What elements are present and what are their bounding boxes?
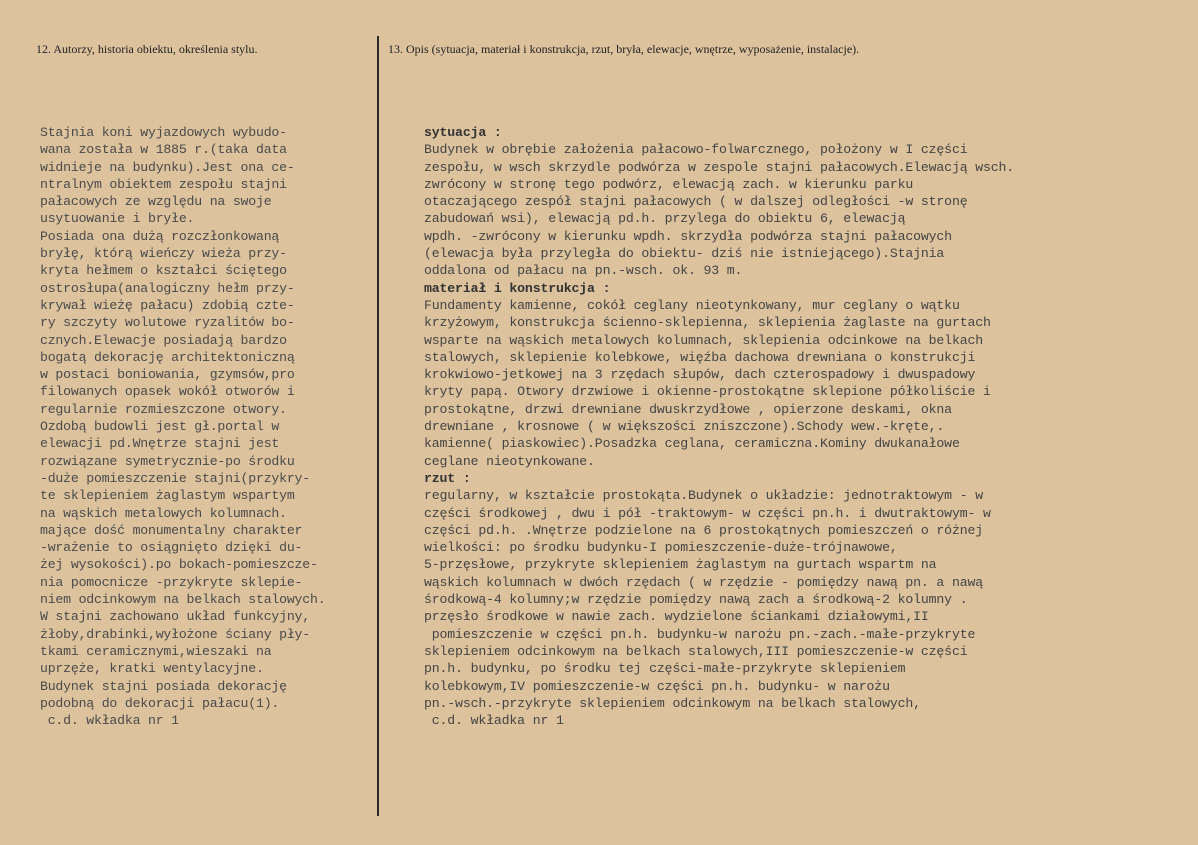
description-line: części pd.h. .Wnętrze podzielone na 6 prostokątnych pomieszczeń o różnej (424, 522, 983, 538)
description-line: części środkowej , dwu i pół -traktowym- w części pn.h. i dwutraktowym- w (424, 505, 991, 521)
description-line: kamienne( piaskowiec).Posadzka ceglana, ceramiczna.Kominy dwukanałowe (424, 436, 960, 452)
history-line: Posiada ona dużą rozczłonkowaną (40, 228, 280, 244)
history-line: ry szczyty wolutowe ryzalitów bo- (40, 315, 295, 331)
history-line: wana została w 1885 r.(taka data (40, 142, 287, 158)
history-line: ntralnym obiektem zespołu stajni (40, 176, 287, 192)
description-line: środkową-4 kolumny;w rzędzie pomiędzy nawą zach a środkową-2 kolumny . (424, 592, 968, 608)
description-line: wpdh. -zwrócony w kierunku wpdh. skrzydła podwórza stajni pałacowych (424, 228, 952, 244)
section-heading: materiał i konstrukcja : (424, 280, 611, 296)
history-line: podobną do dekoracji pałacu(1). (40, 695, 280, 711)
history-line: tkami ceramicznymi,wieszaki na (40, 643, 272, 659)
description-line: przęsło środkowe w nawie zach. wydzielone ściankami działowymi,II (424, 609, 929, 625)
history-line: regularnie rozmieszczone otwory. (40, 401, 287, 417)
history-line: uprzęże, kratki wentylacyjne. (40, 661, 264, 677)
history-line: cznych.Elewacje posiadają bardzo (40, 332, 287, 348)
description-line: kryty papą. Otwory drzwiowe i okienne-prostokątne sklepione półkoliście i (424, 384, 991, 400)
history-line: żłoby,drabinki,wyłożone ściany pły- (40, 626, 310, 642)
description-line: c.d. wkładka nr 1 (424, 713, 564, 729)
history-line: filowanych opasek wokół otworów i (40, 384, 295, 400)
history-line: Budynek stajni posiada dekorację (40, 678, 287, 694)
section-13-header: 13. Opis (sytuacja, materiał i konstrukcja, rzut, bryła, elewacje, wnętrze, wyposażenie, instalacje). (388, 42, 860, 56)
history-line: ostrosłupa(analogiczny hełm przy- (40, 280, 295, 296)
history-text (40, 124, 380, 729)
history-line: c.d. wkładka nr 1 (40, 713, 179, 729)
history-line: na wąskich metalowych kolumnach. (40, 505, 287, 521)
description-line: kolebkowym,IV pomieszczenie-w części pn.h. budynku- w narożu (424, 678, 890, 694)
history-line: kryta hełmem o kształci ściętego (40, 263, 287, 279)
description-line: wsparte na wąskich metalowych kolumnach, sklepienia odcinkowe na belkach (424, 332, 983, 348)
history-line: -duże pomieszczenie stajni(przykry- (40, 470, 310, 486)
description-line: regularny, w kształcie prostokąta.Budynek o układzie: jednotraktowym - w (424, 488, 983, 504)
section-heading: rzut : (424, 470, 471, 486)
description-line: ceglane nieotynkowane. (424, 453, 595, 469)
history-line: widnieje na budynku).Jest ona ce- (40, 159, 295, 175)
description-line: zabudowań wsi), elewacją pd.h. przylega do obiektu 6, elewacją (424, 211, 906, 227)
history-line: elewacji pd.Wnętrze stajni jest (40, 436, 280, 452)
description-text (424, 124, 1164, 729)
description-line: pn.h. budynku, po środku tej części-małe-przykryte sklepieniem (424, 661, 906, 677)
description-line: zespołu, w wsch skrzydle podwórza w zespole stajni pałacowych.Elewacją wsch. (424, 159, 1015, 175)
history-line: krywał wieżę pałacu) zdobią czte- (40, 297, 295, 313)
history-line: w postaci boniowania, gzymsów,pro (40, 367, 295, 383)
history-line: usytuowanie i bryłe. (40, 211, 195, 227)
history-line: mające dość monumentalny charakter (40, 522, 303, 538)
description-line: (elewacja była przyległa do obiektu- dziś nie istniejącego).Stajnia (424, 246, 945, 262)
history-line: niem odcinkowym na belkach stalowych. (40, 592, 326, 608)
description-line: pomieszczenie w części pn.h. budynku-w narożu pn.-zach.-małe-przykryte (424, 626, 976, 642)
description-line: wielkości: po środku budynku-I pomieszczenie-duże-trójnawowe, (424, 540, 898, 556)
history-line: bryłę, którą wieńczy wieża przy- (40, 246, 287, 262)
description-line: Fundamenty kamienne, cokół ceglany nieotynkowany, mur ceglany o wątku (424, 297, 960, 313)
description-line: otaczającego zespół stajni pałacowych ( w dalszej odległości -w stronę (424, 194, 968, 210)
description-line: zwrócony w stronę tego podwórz, elewacją zach. w kierunku parku (424, 176, 914, 192)
history-line: W stajni zachowano układ funkcyjny, (40, 609, 310, 625)
description-line: sklepieniem odcinkowym na belkach stalowych,III pomieszczenie-w części (424, 643, 968, 659)
description-line: 5-przęsłowe, przykryte sklepieniem żaglastym na gurtach wspartm na (424, 557, 937, 573)
history-line: pałacowych ze względu na swoje (40, 194, 272, 210)
history-line: żej wysokości).po bokach-pomieszcze- (40, 557, 318, 573)
section-heading: sytuacja : (424, 125, 502, 140)
description-line: wąskich kolumnach w dwóch rzędach ( w rzędzie - pomiędzy nawą pn. a nawą (424, 574, 983, 590)
description-line: pn.-wsch.-przykryte sklepieniem odcinkowym na belkach stalowych, (424, 695, 921, 711)
description-line: Budynek w obrębie założenia pałacowo-folwarcznego, położony w I części (424, 142, 968, 158)
description-line: oddalona od pałacu na pn.-wsch. ok. 93 m. (424, 263, 743, 279)
history-line: nia pomocnicze -przykryte sklepie- (40, 574, 303, 590)
history-line: bogatą dekorację architektoniczną (40, 349, 295, 365)
description-line: krokwiowo-jetkowej na 3 rzędach słupów, dach czterospadowy i dwuspadowy (424, 367, 976, 383)
history-line: rozwiązane symetrycznie-po środku (40, 453, 295, 469)
history-line: Ozdobą budowli jest gł.portal w (40, 419, 280, 435)
section-12-header: 12. Autorzy, historia obiektu, określenia stylu. (36, 42, 258, 56)
history-line: -wrażenie to osiągnięto dzięki du- (40, 540, 303, 556)
history-line: Stajnia koni wyjazdowych wybudo- (40, 125, 287, 140)
description-line: prostokątne, drzwi drewniane dwuskrzydłowe , opierzone deskami, okna (424, 401, 952, 417)
history-line: te sklepieniem żaglastym wspartym (40, 488, 295, 504)
description-line: stalowych, sklepienie kolebkowe, więźba dachowa drewniana o konstrukcji (424, 349, 976, 365)
description-line: krzyżowym, konstrukcja ścienno-sklepienna, sklepienia żaglaste na gurtach (424, 315, 991, 331)
description-line: drewniane , krosnowe ( w większości zniszczone).Schody wew.-kręte,. (424, 419, 945, 435)
